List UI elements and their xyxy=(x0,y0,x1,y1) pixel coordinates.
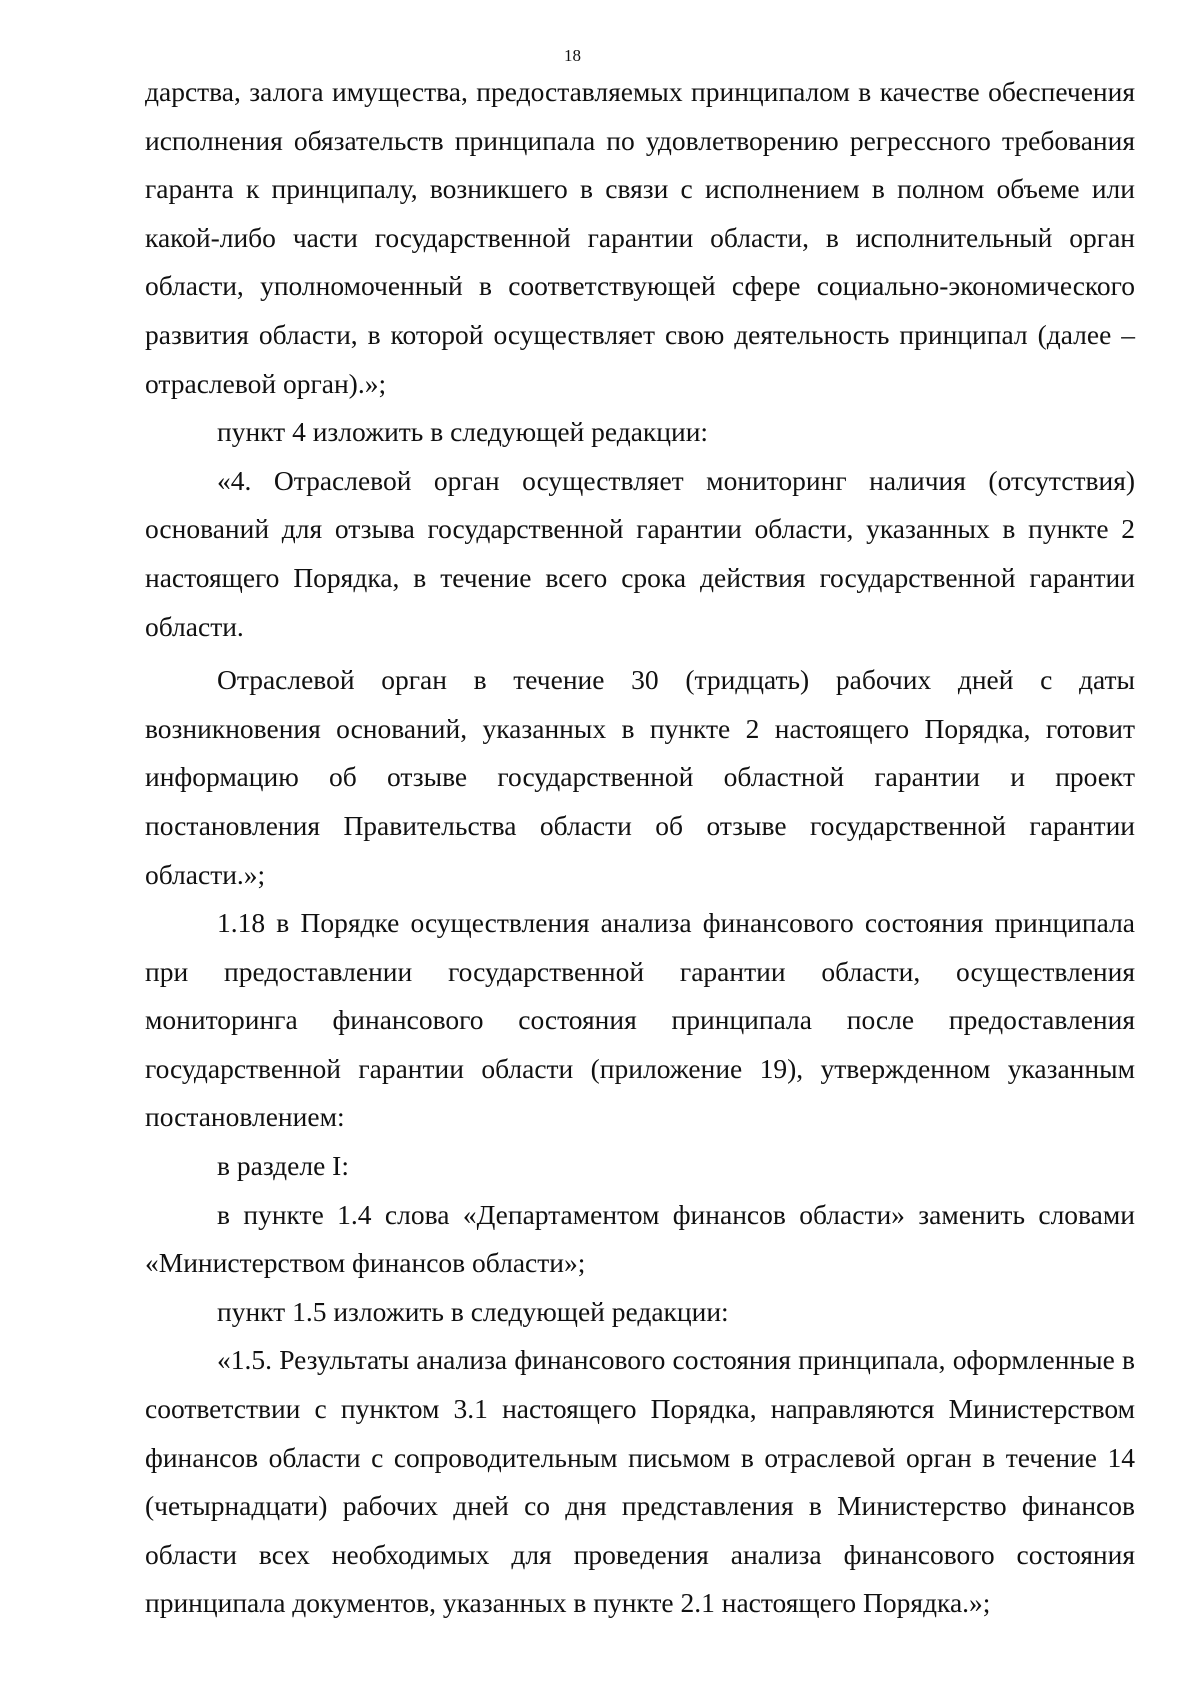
paragraph-1-18: 1.18 в Порядке осуществления анализа финансового состояния принципала при предоставлении государственной гарантии области, осуществления мониторинга финансового состояния принципала после предоставления государственной гарантии области (приложение 19), утвержденном указанным постановлением: xyxy=(145,907,1135,1133)
paragraph-item-1-5-text: «1.5. Результаты анализа финансового состояния принципала, оформленные в соответствии с пунктом 3.1 настоящего Порядка, направляются Министерством финансов области с сопроводительным письмом в отраслевой орган в течение 14 (четырнадцати) рабочих дней со дня представления в Министерство финансов области всех необходимых для проведения анализа финансового состояния принципала документов, указанных в пункте 2.1 настоящего Порядка.»; xyxy=(145,1344,1135,1619)
paragraph-section-1: в разделе I: xyxy=(217,1150,349,1182)
paragraph-item-1-4: в пункте 1.4 слова «Департаментом финансов области» заменить словами «Министерством финансов области»; xyxy=(145,1198,1135,1279)
paragraph-item-4-intro: пункт 4 изложить в следующей редакции: xyxy=(217,416,709,448)
page-number: 18 xyxy=(564,46,581,65)
document-body xyxy=(145,68,1135,1628)
paragraph-item-4-text: «4. Отраслевой орган осуществляет мониторинг наличия (отсутствия) оснований для отзыва государственной гарантии области, указанных в пункте 2 настоящего Порядка, в течение всего срока действия государственной гарантии области. xyxy=(145,464,1135,642)
paragraph-continuation: дарства, залога имущества, предоставляемых принципалом в качестве обеспечения исполнения обязательств принципала по удовлетворению регрессного требования гаранта к принципалу, возникшего в связи с исполнением в полном объеме или какой-либо части государственной гарантии области, в исполнительный орган области, уполномоченный в соответствующей сфере социально-экономического развития области, в которой осуществляет свою деятельность принципал (далее – отраслевой орган).»; xyxy=(145,76,1135,399)
paragraph-item-1-5-intro: пункт 1.5 изложить в следующей редакции: xyxy=(217,1295,729,1327)
paragraph-item-4-second: Отраслевой орган в течение 30 (тридцать) рабочих дней с даты возникновения оснований, указанных в пункте 2 настоящего Порядка, готовит информацию об отзыве государственной областной гарантии и проект постановления Правительства области об отзыве государственной гарантии области.»; xyxy=(145,664,1135,890)
